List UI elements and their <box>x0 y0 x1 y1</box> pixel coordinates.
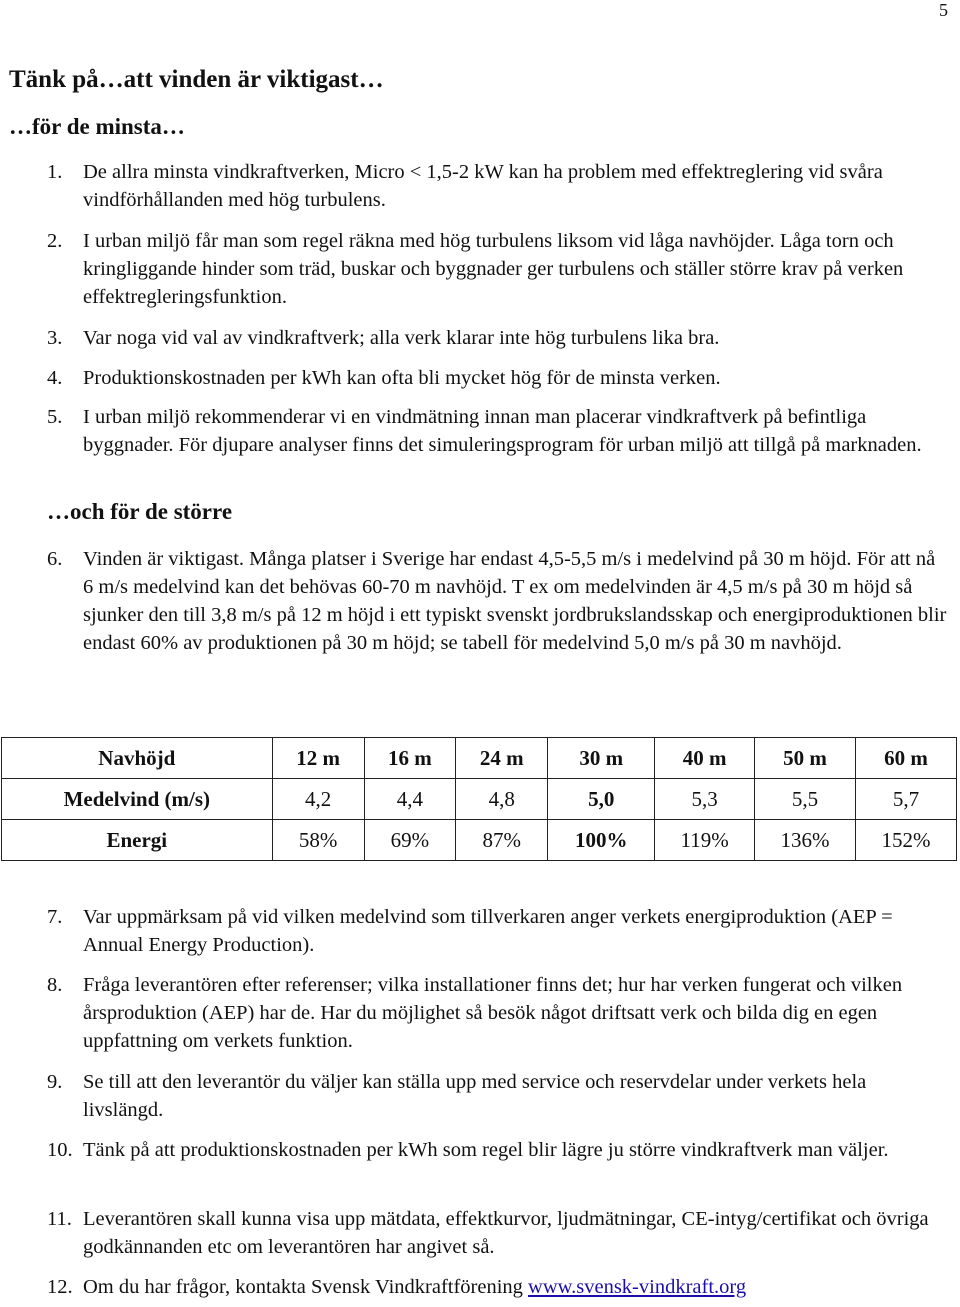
list-number: 6. <box>47 548 63 570</box>
list-text: I urban miljö får man som regel räkna med hög turbulens liksom vid låga navhöjder. Låga torn och kringliggande hinder som träd, buskar och byggnader ger turbulens och ställer större krav på verken effektregleringsfunktion. <box>83 230 904 308</box>
table-cell: 152% <box>855 820 956 861</box>
table-cell: 87% <box>456 820 548 861</box>
table-cell: 4,4 <box>364 779 456 820</box>
table-header-cell: Navhöjd <box>2 738 273 779</box>
table-cell: 5,7 <box>855 779 956 820</box>
table-row-label: Energi <box>2 820 273 861</box>
list-text: Produktionskostnaden per kWh kan ofta bli mycket hög för de minsta verken. <box>83 367 721 389</box>
list-number: 1. <box>47 161 63 183</box>
list-number: 11. <box>47 1208 72 1230</box>
table-header-cell: 16 m <box>364 738 456 779</box>
table-cell: 4,8 <box>456 779 548 820</box>
list-text: Leverantören skall kunna visa upp mätdata, effektkurvor, ljudmätningar, CE-intyg/certifikat och övriga godkännanden etc om leverantören har angivet så. <box>83 1208 929 1258</box>
list-number: 5. <box>47 406 63 428</box>
subheading-large-turbines: …och för de större <box>47 499 233 524</box>
list-item <box>47 903 947 959</box>
list-item <box>47 545 947 657</box>
list-item <box>47 364 947 392</box>
table-header-cell: 12 m <box>272 738 364 779</box>
list-item <box>47 1068 947 1124</box>
list-item <box>47 1136 947 1164</box>
contact-text: Om du har frågor, kontakta Svensk Vindkraftförening <box>83 1276 529 1298</box>
table-header-row <box>2 738 957 779</box>
table-cell: 69% <box>364 820 456 861</box>
list-number: 10. <box>47 1139 73 1161</box>
website-link[interactable]: www.svensk-vindkraft.org <box>528 1276 747 1298</box>
table-cell: 136% <box>754 820 855 861</box>
list-item <box>47 227 947 311</box>
list-text <box>83 1273 947 1301</box>
list-number: 8. <box>47 974 63 996</box>
list-number: 12. <box>47 1276 73 1298</box>
table-row <box>2 820 957 861</box>
list-item <box>47 1205 947 1261</box>
list-text: Vinden är viktigast. Många platser i Sverige har endast 4,5-5,5 m/s i medelvind på 30 m höjd. För att nå 6 m/s medelvind kan det behövas 60-70 m navhöjd. T ex om medelvinden är 4,5 m/s på 30 m höjd så sjunker den till 3,8 m/s på 12 m höjd i ett typiskt svenskt jordbrukslandsskap och energiproduktionen blir endast 60% av produktionen på 30 m höjd; se tabell för medelvind 5,0 m/s på 30 m navhöjd. <box>83 548 947 654</box>
table-header-cell: 50 m <box>754 738 855 779</box>
list-item <box>47 324 947 352</box>
table-cell: 58% <box>272 820 364 861</box>
list-number: 4. <box>47 367 63 389</box>
page-number: 5 <box>939 0 948 20</box>
list-item <box>47 403 947 459</box>
table-cell-reference: 100% <box>548 820 655 861</box>
table-header-cell: 24 m <box>456 738 548 779</box>
table-cell: 4,2 <box>272 779 364 820</box>
table-cell: 5,3 <box>655 779 755 820</box>
list-text: I urban miljö rekommenderar vi en vindmätning innan man placerar vindkraftverk på befintliga byggnader. För djupare analyser finns det simuleringsprogram för urban miljö att tillgå på marknaden. <box>83 406 922 456</box>
table-header-cell: 60 m <box>855 738 956 779</box>
table-cell: 5,5 <box>754 779 855 820</box>
list-text: Var uppmärksam på vid vilken medelvind som tillverkaren anger verkets energiproduktion (AEP = Annual Energy Production). <box>83 906 893 956</box>
table-header-cell: 40 m <box>655 738 755 779</box>
main-heading: Tänk på…att vinden är viktigast… <box>9 66 384 93</box>
table-cell-reference: 5,0 <box>548 779 655 820</box>
list-item <box>47 971 947 1055</box>
table-header-cell: 30 m <box>548 738 655 779</box>
table-cell: 119% <box>655 820 755 861</box>
list-number: 2. <box>47 230 63 252</box>
list-number: 3. <box>47 327 63 349</box>
list-text: Se till att den leverantör du väljer kan ställa upp med service och reservdelar under verkets hela livslängd. <box>83 1071 867 1121</box>
list-text: Tänk på att produktionskostnaden per kWh som regel blir lägre ju större vindkraftverk man väljer. <box>83 1139 889 1161</box>
list-text: Var noga vid val av vindkraftverk; alla verk klarar inte hög turbulens lika bra. <box>83 327 720 349</box>
table-row <box>2 779 957 820</box>
list-number: 7. <box>47 906 63 928</box>
list-item <box>47 1273 947 1301</box>
list-text: Fråga leverantören efter referenser; vilka installationer finns det; hur har verken fungerat och vilken årsproduktion (AEP) har de. Har du möjlighet så besök något driftsatt verk och bilda dig en egen uppfattning om verkets funktion. <box>83 974 903 1052</box>
table-row-label: Medelvind (m/s) <box>2 779 273 820</box>
subheading-small-turbines: …för de minsta… <box>9 114 185 139</box>
list-text: De allra minsta vindkraftverken, Micro < 1,5-2 kW kan ha problem med effektreglering vid svåra vindförhållanden med hög turbulens. <box>83 161 883 211</box>
list-item <box>47 158 947 214</box>
wind-energy-table <box>1 737 957 861</box>
list-number: 9. <box>47 1071 63 1093</box>
